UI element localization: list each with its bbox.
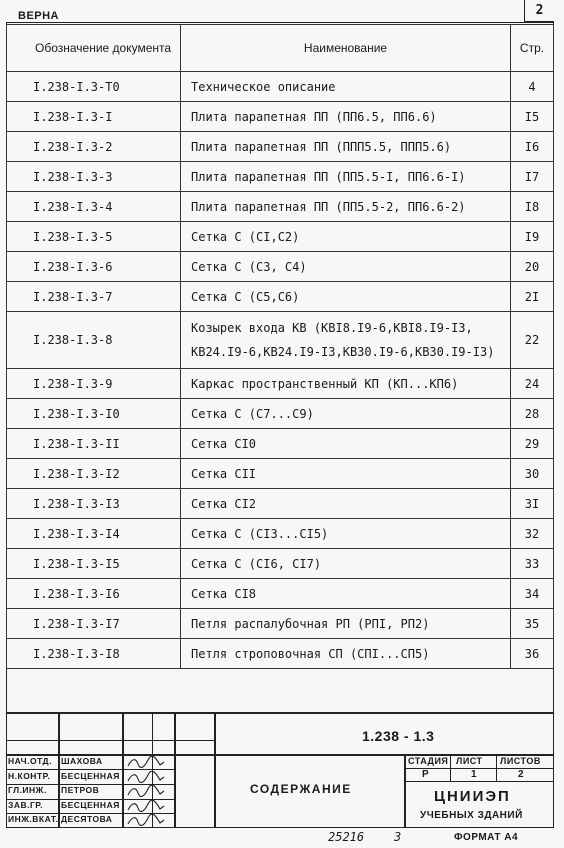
doc-designation: I.238-I.3-Т0	[7, 72, 181, 102]
contents-table	[6, 24, 554, 669]
page-number: 34	[511, 579, 554, 609]
doc-designation: I.238-I.3-2	[7, 132, 181, 162]
doc-title-line: Плита парапетная ПП (ПП6.5, ПП6.6)	[191, 109, 437, 124]
signature-role: ЗАВ.ГР.	[8, 799, 44, 810]
page-number: I6	[511, 132, 554, 162]
doc-title	[181, 609, 511, 639]
doc-title	[181, 639, 511, 669]
page-number: I5	[511, 102, 554, 132]
doc-title-line: Сетка С (С7...С9)	[191, 406, 314, 421]
signature-name: БЕСЦЕННАЯ	[61, 799, 120, 810]
page-number: 28	[511, 399, 554, 429]
signature-role: НАЧ.ОТД.	[8, 756, 52, 766]
table-row	[7, 132, 554, 162]
table-row	[7, 252, 554, 282]
doc-title-line: Сетка С (С3, С4)	[191, 259, 307, 274]
table-row	[7, 549, 554, 579]
doc-designation: I.238-I.3-I2	[7, 459, 181, 489]
doc-title-line: Козырек входа КВ (КВI8.I9-6,КВI8.I9-I3,	[191, 321, 473, 335]
signature-name: ПЕТРОВ	[61, 785, 100, 796]
doc-designation: I.238-I.3-I8	[7, 639, 181, 669]
page-number: 3I	[511, 489, 554, 519]
bottom-code: 25216	[328, 830, 365, 844]
doc-designation: I.238-I.3-8	[7, 312, 181, 369]
doc-designation: I.238-I.3-II	[7, 429, 181, 459]
header-name: Наименование	[181, 25, 511, 72]
org-name: ЦНИИЭП	[434, 788, 511, 805]
sheets-value: 2	[518, 769, 525, 780]
signature-role: ИНЖ.ВКАТ.	[8, 814, 59, 825]
doc-designation: I.238-I.3-7	[7, 282, 181, 312]
page-number: I7	[511, 162, 554, 192]
doc-title-line: Сетка С (СI6, СI7)	[191, 556, 322, 571]
signature-role: ГЛ.ИНЖ.	[8, 785, 47, 796]
doc-title-line: Сетка СII	[191, 466, 257, 481]
doc-title	[181, 162, 511, 192]
doc-title	[181, 579, 511, 609]
page-number: 36	[511, 639, 554, 669]
table-row	[7, 162, 554, 192]
table-row	[7, 639, 554, 669]
doc-title-line: Петля строповочная СП (СПI...СП5)	[191, 646, 430, 661]
doc-title-line: Плита парапетная ПП (ППП5.5, ППП5.6)	[191, 139, 452, 154]
handwritten-signature	[126, 800, 166, 813]
bottom-number: 3	[394, 830, 402, 844]
doc-designation: I.238-I.3-6	[7, 252, 181, 282]
org-subtitle: УЧЕБНЫХ ЗДАНИЙ	[420, 810, 523, 821]
designation: 1.238 - 1.3	[362, 728, 435, 744]
doc-title	[181, 252, 511, 282]
doc-title-line: Сетка С (СI,С2)	[191, 229, 300, 244]
table-row	[7, 459, 554, 489]
header-doc: Обозначение документа	[35, 40, 172, 55]
doc-designation: I.238-I.3-4	[7, 192, 181, 222]
doc-title-line: Плита парапетная ПП (ПП5.5-I, ПП6.6-I)	[191, 169, 466, 184]
page-number: 35	[511, 609, 554, 639]
page-number: 32	[511, 519, 554, 549]
doc-designation: I.238-I.3-3	[7, 162, 181, 192]
page-number: 20	[511, 252, 554, 282]
sheets-label: ЛИСТОВ	[500, 756, 541, 766]
handwritten-signature	[126, 785, 166, 798]
doc-designation: I.238-I.3-I6	[7, 579, 181, 609]
page-number: I8	[511, 192, 554, 222]
doc-title	[181, 429, 511, 459]
doc-title-line: Сетка С (СI3...СI5)	[191, 526, 329, 541]
format-label: ФОРМАТ А4	[454, 832, 519, 843]
doc-title	[181, 132, 511, 162]
table-row	[7, 579, 554, 609]
doc-title	[181, 549, 511, 579]
signature-name: ДЕСЯТОВА	[61, 814, 113, 825]
doc-title	[181, 102, 511, 132]
table-row	[7, 72, 554, 102]
page-number: 4	[511, 72, 554, 102]
doc-title-line: Сетка СI0	[191, 436, 257, 451]
sheet-label: ЛИСТ	[456, 756, 483, 766]
doc-title-line: Сетка СI2	[191, 496, 257, 511]
doc-designation: I.238-I.3-9	[7, 369, 181, 399]
page-number: 33	[511, 549, 554, 579]
table-row	[7, 312, 554, 369]
doc-designation: I.238-I.3-5	[7, 222, 181, 252]
doc-title-line: Сетка СI8	[191, 586, 257, 601]
table-row	[7, 369, 554, 399]
table-row	[7, 519, 554, 549]
handwritten-signature	[126, 814, 166, 827]
table-row	[7, 222, 554, 252]
doc-designation: I.238-I.3-I3	[7, 489, 181, 519]
stamp-verna: ВЕРНА	[18, 10, 60, 22]
table-row	[7, 192, 554, 222]
sheet-title: СОДЕРЖАНИЕ	[250, 782, 352, 796]
table-row	[7, 489, 554, 519]
signature-name: ШАХОВА	[61, 756, 103, 766]
stage-label: СТАДИЯ	[408, 756, 449, 766]
doc-designation: I.238-I.3-I	[7, 102, 181, 132]
page-number: 2I	[511, 282, 554, 312]
table-row	[7, 609, 554, 639]
title-block	[6, 712, 554, 828]
page-number: 30	[511, 459, 554, 489]
doc-title	[181, 222, 511, 252]
doc-title	[181, 192, 511, 222]
doc-title-line: КВ24.I9-6,КВ24.I9-I3,КВ30.I9-6,КВ30.I9-I3)	[191, 345, 495, 359]
handwritten-signature	[126, 756, 166, 769]
doc-title	[181, 72, 511, 102]
sheet-value: 1	[471, 769, 478, 780]
doc-title-line: Техническое описание	[191, 79, 336, 94]
doc-designation: I.238-I.3-I5	[7, 549, 181, 579]
page-number: 24	[511, 369, 554, 399]
page-number: 22	[511, 312, 554, 369]
page-number: 29	[511, 429, 554, 459]
doc-title-line: Каркас пространственный КП (КП...КП6)	[191, 376, 459, 391]
doc-title	[181, 489, 511, 519]
doc-title	[181, 369, 511, 399]
doc-title	[181, 459, 511, 489]
stage-value: Р	[422, 769, 430, 780]
doc-designation: I.238-I.3-I0	[7, 399, 181, 429]
doc-title	[181, 282, 511, 312]
table-row	[7, 102, 554, 132]
signature-name: БЕСЦЕННАЯ	[61, 770, 120, 781]
header-page: Стр.	[511, 25, 554, 72]
doc-title-line: Плита парапетная ПП (ПП5.5-2, ПП6.6-2)	[191, 199, 466, 214]
table-row	[7, 399, 554, 429]
signature-role: Н.КОНТР.	[8, 770, 51, 781]
sheet-number: 2	[524, 0, 554, 22]
doc-designation: I.238-I.3-I4	[7, 519, 181, 549]
table-row	[7, 429, 554, 459]
handwritten-signature	[126, 771, 166, 784]
table-header-row	[7, 25, 554, 72]
page-number: I9	[511, 222, 554, 252]
doc-title	[181, 519, 511, 549]
doc-title	[181, 399, 511, 429]
table-row	[7, 282, 554, 312]
doc-title-line: Петля распалубочная РП (РПI, РП2)	[191, 616, 430, 631]
doc-title	[181, 312, 511, 369]
doc-designation: I.238-I.3-I7	[7, 609, 181, 639]
doc-title-line: Сетка С (С5,С6)	[191, 289, 300, 304]
